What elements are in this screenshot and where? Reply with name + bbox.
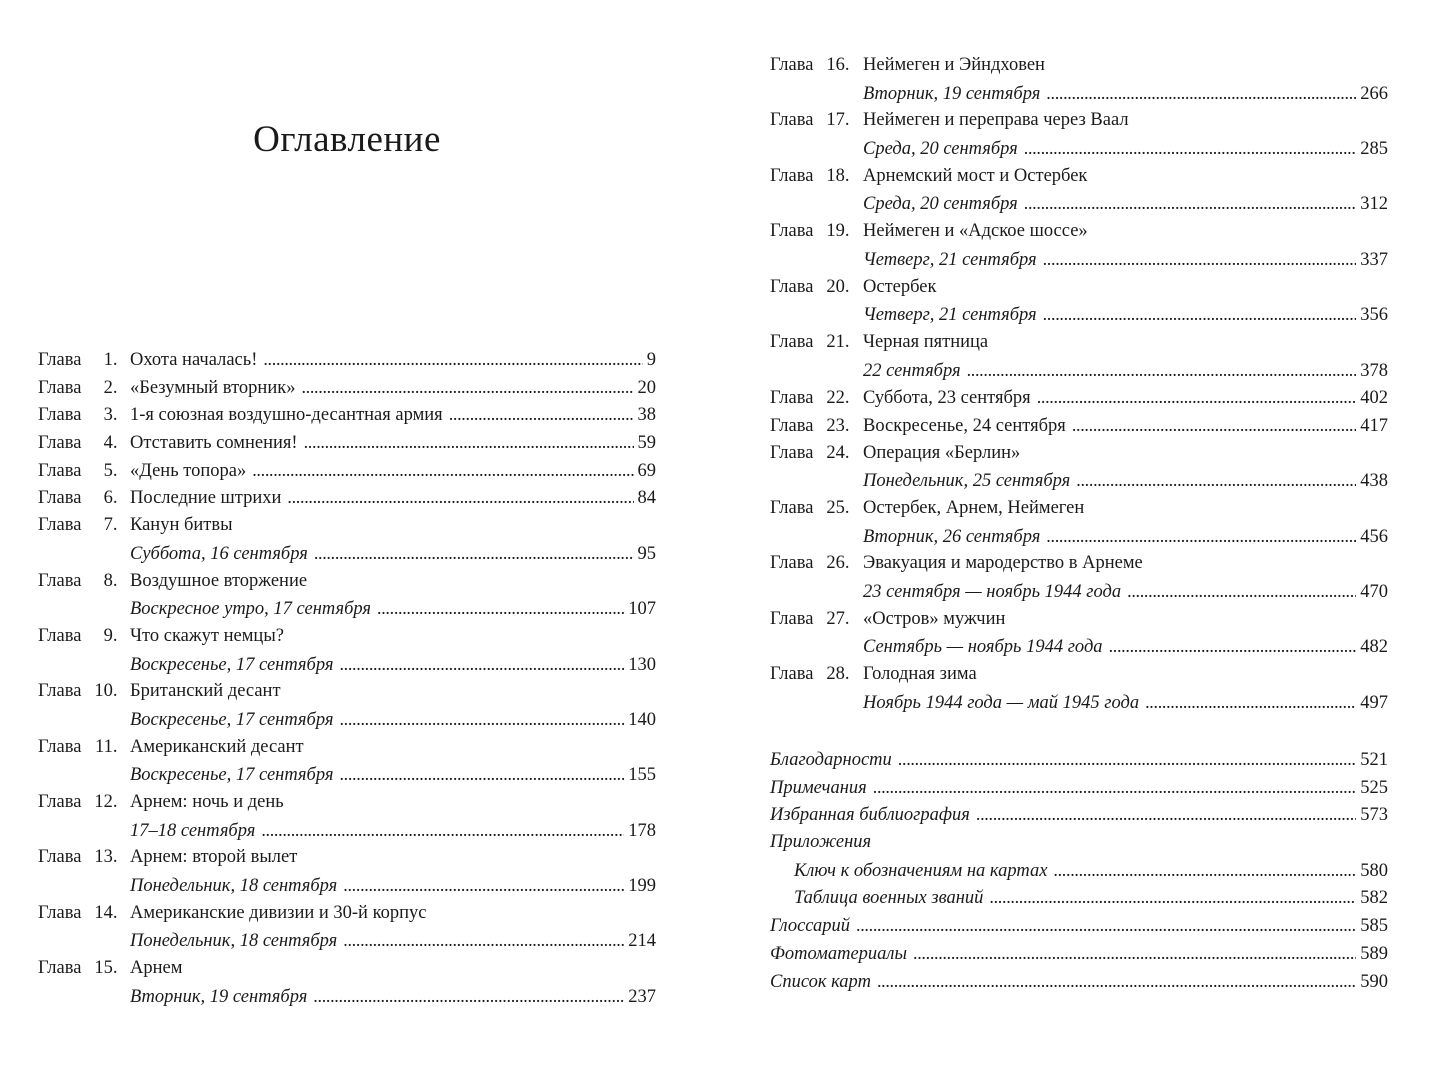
dot-leader bbox=[339, 761, 624, 790]
chapter-number: 15. bbox=[94, 958, 118, 979]
entry-title: Глоссарий bbox=[770, 916, 851, 937]
dot-leader bbox=[301, 374, 633, 403]
dot-leader bbox=[339, 651, 624, 680]
chapter-title: Воскресенье, 24 сентября bbox=[863, 415, 1066, 436]
chapter-word: Глава bbox=[38, 488, 82, 509]
chapter-word: Глава bbox=[770, 55, 814, 75]
page-number: 9 bbox=[646, 350, 656, 370]
page-number: 84 bbox=[637, 488, 656, 509]
back-matter-entry[interactable] bbox=[794, 857, 1388, 885]
chapter-number: 11. bbox=[95, 736, 118, 757]
entry-title: Избранная библиография bbox=[770, 805, 970, 826]
back-matter-entry[interactable] bbox=[770, 940, 1388, 968]
chapter-number: 17. bbox=[826, 110, 850, 131]
chapter-word: Глава bbox=[770, 221, 814, 242]
dot-leader bbox=[989, 884, 1356, 913]
dot-leader bbox=[1046, 80, 1356, 109]
toc-subentry[interactable] bbox=[863, 523, 1388, 551]
chapter-date: Вторник, 19 сентября bbox=[863, 83, 1041, 104]
page-number: 580 bbox=[1360, 860, 1388, 881]
page-number: 199 bbox=[628, 876, 656, 897]
toc-entry[interactable] bbox=[38, 678, 656, 706]
chapter-word: Глава bbox=[770, 331, 814, 352]
chapter-word: Глава bbox=[38, 847, 82, 868]
page-number: 589 bbox=[1360, 943, 1388, 964]
toc-title: Оглавление bbox=[253, 119, 441, 160]
toc-entry[interactable] bbox=[38, 900, 656, 928]
entry-title: Фотоматериалы bbox=[770, 943, 908, 964]
chapter-number: 9. bbox=[103, 625, 118, 646]
back-matter-entry[interactable] bbox=[770, 774, 1388, 802]
chapter-label bbox=[770, 495, 863, 523]
chapter-word: Глава bbox=[38, 902, 82, 923]
dot-leader bbox=[1043, 301, 1357, 330]
chapter-label bbox=[38, 568, 130, 596]
back-matter-entry[interactable] bbox=[770, 912, 1388, 940]
chapter-title: Американский десант bbox=[130, 736, 304, 757]
dot-leader bbox=[377, 595, 624, 624]
chapter-number: 16. bbox=[826, 55, 850, 75]
chapter-title: Операция «Берлин» bbox=[863, 442, 1021, 463]
toc-entry[interactable] bbox=[770, 412, 1388, 440]
page-number: 497 bbox=[1360, 692, 1388, 713]
chapter-title: Последние штрихи bbox=[130, 488, 282, 509]
toc-entry[interactable] bbox=[38, 429, 656, 457]
toc-entry[interactable] bbox=[770, 107, 1388, 135]
dot-leader bbox=[898, 746, 1356, 775]
dot-leader bbox=[1109, 633, 1357, 662]
chapter-number: 7. bbox=[103, 515, 118, 536]
dot-leader bbox=[1072, 412, 1356, 441]
chapter-date: 22 сентября bbox=[863, 360, 961, 381]
toc-subentry[interactable] bbox=[863, 135, 1388, 163]
chapter-label bbox=[770, 329, 863, 357]
chapter-word: Глава bbox=[770, 388, 814, 409]
toc-entry[interactable] bbox=[770, 218, 1388, 246]
back-matter-list bbox=[770, 746, 1388, 995]
toc-entry[interactable] bbox=[38, 374, 656, 402]
toc-entry[interactable] bbox=[38, 346, 656, 374]
chapter-number: 27. bbox=[826, 608, 850, 629]
page-number: 155 bbox=[628, 765, 656, 786]
chapter-label bbox=[770, 52, 863, 80]
chapter-label bbox=[38, 789, 130, 817]
page-number: 214 bbox=[628, 931, 656, 952]
dot-leader bbox=[287, 484, 633, 513]
page-number: 337 bbox=[1360, 249, 1388, 270]
chapter-label bbox=[770, 274, 863, 302]
chapter-label bbox=[770, 661, 863, 689]
chapter-label bbox=[38, 485, 130, 513]
chapter-word: Глава bbox=[770, 553, 814, 574]
chapter-number: 19. bbox=[826, 221, 850, 242]
page-number: 312 bbox=[1360, 194, 1388, 215]
chapter-label bbox=[770, 218, 863, 246]
chapter-word: Глава bbox=[770, 415, 814, 436]
chapter-number: 4. bbox=[103, 433, 118, 454]
chapter-title: «Безумный вторник» bbox=[130, 377, 296, 398]
chapter-label bbox=[38, 844, 130, 872]
chapter-number: 12. bbox=[94, 792, 118, 812]
chapter-word: Глава bbox=[38, 405, 82, 426]
chapter-word: Глава bbox=[38, 625, 82, 646]
chapter-label bbox=[38, 678, 130, 706]
chapter-word: Глава bbox=[38, 681, 82, 702]
chapter-title: Неймеген и «Адское шоссе» bbox=[863, 221, 1088, 242]
chapter-title: Черная пятница bbox=[863, 331, 989, 352]
chapter-label bbox=[770, 385, 863, 413]
chapter-number: 3. bbox=[103, 405, 118, 426]
dot-leader bbox=[1037, 384, 1357, 413]
chapter-title: Эвакуация и мародерство в Арнеме bbox=[863, 553, 1143, 574]
chapter-label bbox=[38, 430, 130, 458]
dot-leader bbox=[313, 983, 624, 1012]
dot-leader bbox=[1076, 467, 1356, 496]
chapter-title: Отставить сомнения! bbox=[130, 433, 298, 454]
toc-entry[interactable] bbox=[770, 661, 1388, 689]
chapter-title: «День топора» bbox=[130, 460, 247, 481]
chapter-word: Глава bbox=[38, 433, 82, 454]
chapter-label bbox=[38, 458, 130, 486]
toc-entry[interactable] bbox=[770, 52, 1388, 80]
chapter-label bbox=[38, 734, 130, 762]
chapter-label bbox=[38, 623, 130, 651]
chapter-number: 8. bbox=[103, 570, 118, 591]
chapter-word: Глава bbox=[38, 515, 82, 536]
dot-leader bbox=[339, 706, 624, 735]
chapter-word: Глава bbox=[770, 608, 814, 629]
chapter-number: 26. bbox=[826, 553, 850, 574]
entry-title: Благодарности bbox=[770, 750, 892, 770]
dot-leader bbox=[261, 817, 624, 846]
entry-title: Список карт bbox=[770, 971, 871, 992]
entry-title: Примечания bbox=[770, 777, 867, 798]
toc-subentry[interactable] bbox=[130, 595, 656, 623]
dot-leader bbox=[913, 940, 1356, 969]
toc-subentry[interactable] bbox=[863, 246, 1388, 274]
back-matter-entry[interactable] bbox=[794, 884, 1388, 912]
page-number: 456 bbox=[1360, 526, 1388, 547]
chapter-number: 1. bbox=[103, 350, 118, 370]
chapter-title: Воздушное вторжение bbox=[130, 570, 308, 591]
chapter-date: Четверг, 21 сентября bbox=[863, 305, 1037, 326]
chapter-word: Глава bbox=[770, 276, 814, 297]
dot-leader bbox=[343, 872, 624, 901]
chapter-word: Глава bbox=[770, 110, 814, 131]
toc-entry[interactable] bbox=[38, 789, 656, 817]
chapter-number: 6. bbox=[103, 488, 118, 509]
chapter-word: Глава bbox=[38, 377, 82, 398]
back-matter-entry[interactable] bbox=[770, 829, 1388, 857]
toc-subentry[interactable] bbox=[130, 927, 656, 955]
chapter-number: 13. bbox=[94, 847, 118, 868]
toc-entry[interactable] bbox=[38, 844, 656, 872]
chapter-label bbox=[38, 955, 130, 983]
entry-title: Приложения bbox=[770, 832, 872, 853]
chapter-date: Ноябрь 1944 года — май 1945 года bbox=[863, 692, 1140, 713]
chapter-label bbox=[38, 375, 130, 403]
chapter-number: 18. bbox=[826, 165, 850, 186]
right-page bbox=[716, 0, 1432, 1066]
dot-leader bbox=[877, 968, 1356, 997]
page-number: 69 bbox=[637, 460, 656, 481]
page-number: 95 bbox=[637, 543, 656, 564]
chapter-label bbox=[770, 440, 863, 468]
toc-subentry[interactable] bbox=[130, 872, 656, 900]
dot-leader bbox=[304, 429, 634, 458]
toc-entry[interactable] bbox=[770, 274, 1388, 302]
dot-leader bbox=[1024, 135, 1356, 164]
chapter-date: Среда, 20 сентября bbox=[863, 194, 1018, 215]
page-number: 585 bbox=[1360, 916, 1388, 937]
toc-entry[interactable] bbox=[770, 550, 1388, 578]
toc-subentry[interactable] bbox=[863, 190, 1388, 218]
page-number: 59 bbox=[637, 433, 656, 454]
dot-leader bbox=[1053, 857, 1356, 886]
chapter-title: Арнем: ночь и день bbox=[130, 792, 284, 812]
toc-entry[interactable] bbox=[770, 440, 1388, 468]
page-number: 590 bbox=[1360, 971, 1388, 992]
chapter-date: Воскресенье, 17 сентября bbox=[130, 709, 334, 730]
chapter-number: 28. bbox=[826, 664, 850, 685]
chapter-title: «Остров» мужчин bbox=[863, 608, 1006, 629]
chapter-date: Сентябрь — ноябрь 1944 года bbox=[863, 637, 1103, 658]
chapter-label bbox=[770, 163, 863, 191]
toc-subentry[interactable] bbox=[130, 540, 656, 568]
chapter-date: 17–18 сентября bbox=[130, 820, 256, 841]
chapter-label bbox=[770, 550, 863, 578]
dot-leader bbox=[314, 540, 634, 569]
chapter-word: Глава bbox=[770, 165, 814, 186]
right-chapter-list bbox=[770, 52, 1388, 717]
chapter-label bbox=[770, 107, 863, 135]
chapter-number: 25. bbox=[826, 498, 850, 518]
chapter-number: 22. bbox=[826, 388, 850, 409]
chapter-title: Арнем: второй вылет bbox=[130, 847, 298, 868]
toc-entry[interactable] bbox=[38, 457, 656, 485]
toc-subentry[interactable] bbox=[863, 467, 1388, 495]
chapter-word: Глава bbox=[770, 442, 814, 463]
toc-entry[interactable] bbox=[38, 512, 656, 540]
chapter-title: Остербек, Арнем, Неймеген bbox=[863, 498, 1085, 518]
toc-subentry[interactable] bbox=[863, 80, 1388, 108]
chapter-date: Понедельник, 18 сентября bbox=[130, 931, 338, 952]
dot-leader bbox=[252, 457, 633, 486]
chapter-number: 24. bbox=[826, 442, 850, 463]
back-matter-entry[interactable] bbox=[770, 801, 1388, 829]
toc-subentry[interactable] bbox=[130, 706, 656, 734]
left-chapter-list bbox=[38, 346, 656, 1011]
page-number: 266 bbox=[1360, 83, 1388, 104]
page-number: 417 bbox=[1360, 415, 1388, 436]
dot-leader bbox=[1127, 578, 1356, 607]
chapter-title: Арнем bbox=[130, 958, 183, 979]
chapter-date: Вторник, 26 сентября bbox=[863, 526, 1041, 547]
chapter-number: 5. bbox=[103, 460, 118, 481]
chapter-title: 1-я союзная воздушно-десантная армия bbox=[130, 405, 443, 426]
toc-subentry[interactable] bbox=[863, 357, 1388, 385]
chapter-title: Американские дивизии и 30-й корпус bbox=[130, 902, 427, 923]
back-matter-entry[interactable] bbox=[770, 746, 1388, 774]
chapter-number: 10. bbox=[94, 681, 118, 702]
toc-subentry[interactable] bbox=[130, 983, 656, 1011]
chapter-number: 2. bbox=[103, 377, 118, 398]
dot-leader bbox=[1043, 246, 1357, 275]
chapter-word: Глава bbox=[770, 664, 814, 685]
chapter-word: Глава bbox=[38, 736, 82, 757]
page-number: 130 bbox=[628, 654, 656, 675]
toc-entry[interactable] bbox=[770, 329, 1388, 357]
chapter-date: Понедельник, 18 сентября bbox=[130, 876, 338, 897]
toc-subentry[interactable] bbox=[863, 689, 1388, 717]
entry-title: Таблица военных званий bbox=[794, 888, 984, 909]
chapter-label bbox=[38, 402, 130, 430]
chapter-label bbox=[770, 606, 863, 634]
chapter-date: Суббота, 16 сентября bbox=[130, 543, 308, 564]
dot-leader bbox=[263, 346, 642, 375]
toc-subentry[interactable] bbox=[863, 633, 1388, 661]
page-number: 521 bbox=[1360, 750, 1388, 770]
page-number: 582 bbox=[1360, 888, 1388, 909]
toc-subentry[interactable] bbox=[130, 651, 656, 679]
chapter-title: Неймеген и Эйндховен bbox=[863, 55, 1045, 75]
page-number: 356 bbox=[1360, 305, 1388, 326]
chapter-title: Арнемский мост и Остербек bbox=[863, 165, 1088, 186]
toc-entry[interactable] bbox=[38, 734, 656, 762]
chapter-title: Что скажут немцы? bbox=[130, 625, 284, 646]
chapter-title: Голодная зима bbox=[863, 664, 977, 685]
dot-leader bbox=[873, 774, 1357, 803]
chapter-label bbox=[38, 900, 130, 928]
page-number: 438 bbox=[1360, 471, 1388, 492]
chapter-date: Четверг, 21 сентября bbox=[863, 249, 1037, 270]
toc-entry[interactable] bbox=[770, 495, 1388, 523]
toc-entry[interactable] bbox=[770, 384, 1388, 412]
chapter-date: Воскресенье, 17 сентября bbox=[130, 765, 334, 786]
toc-subentry[interactable] bbox=[130, 817, 656, 845]
chapter-number: 21. bbox=[826, 331, 850, 352]
chapter-title: Британский десант bbox=[130, 681, 281, 702]
chapter-word: Глава bbox=[38, 350, 82, 370]
page-number: 178 bbox=[628, 820, 656, 841]
dot-leader bbox=[1024, 190, 1356, 219]
toc-entry[interactable] bbox=[38, 568, 656, 596]
toc-subentry[interactable] bbox=[130, 761, 656, 789]
chapter-date: Понедельник, 25 сентября bbox=[863, 471, 1071, 492]
dot-leader bbox=[976, 801, 1356, 830]
chapter-date: Вторник, 19 сентября bbox=[130, 986, 308, 1007]
toc-entry[interactable] bbox=[38, 401, 656, 429]
chapter-label bbox=[38, 512, 130, 540]
chapter-date: Среда, 20 сентября bbox=[863, 139, 1018, 160]
chapter-date: Воскресное утро, 17 сентября bbox=[130, 599, 372, 620]
toc-entry[interactable] bbox=[38, 484, 656, 512]
chapter-title: Неймеген и переправа через Ваал bbox=[863, 110, 1129, 131]
back-matter-entry[interactable] bbox=[770, 968, 1388, 996]
chapter-word: Глава bbox=[770, 498, 814, 518]
chapter-number: 14. bbox=[94, 902, 118, 923]
chapter-date: 23 сентября — ноябрь 1944 года bbox=[863, 582, 1122, 603]
chapter-title: Канун битвы bbox=[130, 515, 233, 536]
dot-leader bbox=[1145, 689, 1356, 718]
page-number: 482 bbox=[1360, 637, 1388, 658]
chapter-title: Остербек bbox=[863, 276, 937, 297]
page-number: 107 bbox=[628, 599, 656, 620]
page-number: 525 bbox=[1360, 777, 1388, 798]
page-number: 285 bbox=[1360, 139, 1388, 160]
dot-leader bbox=[967, 357, 1357, 386]
page-number: 470 bbox=[1360, 582, 1388, 603]
chapter-word: Глава bbox=[38, 958, 82, 979]
dot-leader bbox=[449, 401, 634, 430]
chapter-label bbox=[770, 413, 863, 441]
chapter-title: Охота началась! bbox=[130, 350, 258, 370]
toc-entry[interactable] bbox=[770, 606, 1388, 634]
toc-entry[interactable] bbox=[38, 955, 656, 983]
page-number: 573 bbox=[1360, 805, 1388, 826]
page-number: 237 bbox=[628, 986, 656, 1007]
toc-subentry[interactable] bbox=[863, 301, 1388, 329]
chapter-word: Глава bbox=[38, 460, 82, 481]
chapter-label bbox=[38, 347, 130, 375]
toc-entry[interactable] bbox=[770, 163, 1388, 191]
page-number: 38 bbox=[637, 405, 656, 426]
chapter-number: 20. bbox=[826, 276, 850, 297]
dot-leader bbox=[1046, 523, 1356, 552]
chapter-word: Глава bbox=[38, 792, 82, 812]
page-number: 402 bbox=[1360, 388, 1388, 409]
dot-leader bbox=[343, 927, 624, 956]
toc-entry[interactable] bbox=[38, 623, 656, 651]
chapter-title: Суббота, 23 сентября bbox=[863, 388, 1031, 409]
toc-subentry[interactable] bbox=[863, 578, 1388, 606]
chapter-word: Глава bbox=[38, 570, 82, 591]
entry-title: Ключ к обозначениям на картах bbox=[794, 860, 1048, 881]
page-number: 140 bbox=[628, 709, 656, 730]
chapter-date: Воскресенье, 17 сентября bbox=[130, 654, 334, 675]
page-number: 20 bbox=[637, 377, 656, 398]
dot-leader bbox=[856, 912, 1356, 941]
chapter-number: 23. bbox=[826, 415, 850, 436]
page-number: 378 bbox=[1360, 360, 1388, 381]
